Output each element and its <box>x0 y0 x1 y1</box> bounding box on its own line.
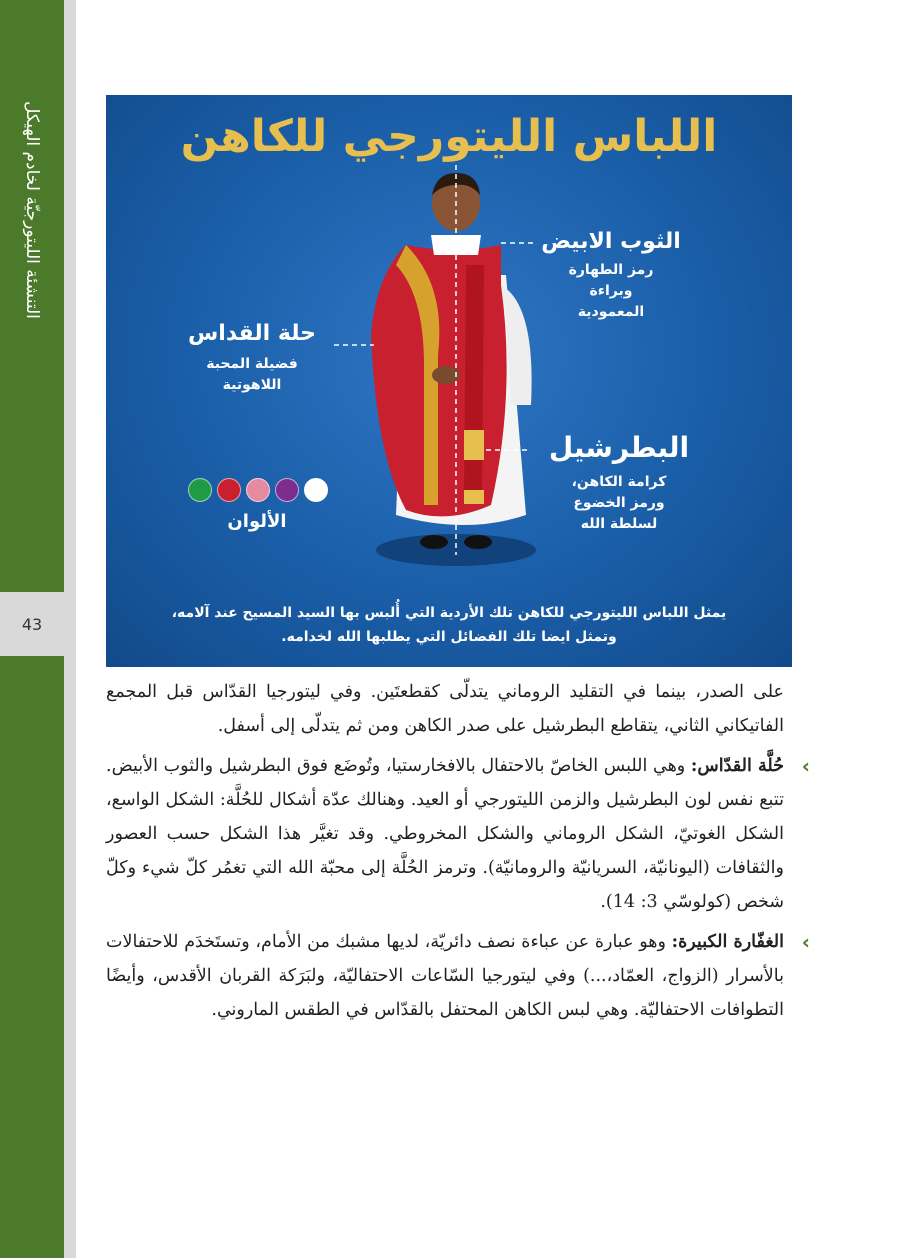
stole-label <box>534 431 704 535</box>
body-text <box>106 675 810 1033</box>
caption-line1: يمثل اللباس الليتورجي للكاهن تلك الأردية التي أُلبس بها السيد المسيح عند آلامه، <box>171 605 727 621</box>
white-robe-title: الثوب الابيض <box>541 229 681 254</box>
bullet-cope-text: وهو عبارة عن عباءة نصف دائريّة، لديها مشبك من الأمام، وتستَخدَم للاحتفالات بالأسرار (الزواج، العمّاد،...) وفي ليتورجيا السّاعات الاحتفاليّة، ولبَرَكة القربان الأقدس، وأيضًا التطوافات الاحتفاليّة. وهي لبس الكاهن المحتفل بالقدّاس في الطقس الماروني. <box>106 932 784 1020</box>
vestments-illustration <box>106 95 792 667</box>
illustration-caption <box>136 601 762 649</box>
intro-paragraph: على الصدر، بينما في التقليد الروماني يتدلّى كقطعتَين. وفي ليتورجيا القدّاس قبل المجمع الفاتيكاني الثاني، يتقاطع البطرشيل على صدر الكاهن ومن ثم يتدلّى إلى أسفل. <box>106 682 784 736</box>
stole-line2: ورمز الخضوع <box>573 495 665 511</box>
colors-label: الألوان <box>227 511 287 532</box>
sidebar-title: التنشئة الليتورجيّة لخادم الهيكل <box>22 101 42 319</box>
color-swatch-red <box>217 478 241 502</box>
color-swatch-pink <box>246 478 270 502</box>
caption-line2: وتمثل ايضا تلك الفضائل التي يطلبها الله لخدامه. <box>281 629 617 645</box>
stole-line1: كرامة الكاهن، <box>571 474 667 490</box>
chasuble-title: حلة القداس <box>187 321 317 346</box>
bullet-cope-term: الغفّارة الكبيرة: <box>671 932 784 952</box>
bullet-chasuble-term: حُلَّة القدّاس: <box>690 756 784 776</box>
bullet-chasuble-text: وهي اللبس الخاصّ بالاحتفال بالافخارستيا، وتُوضَع فوق البطرشيل والثوب الأبيض. تتبع نفس لون البطرشيل والزمن الليتورجي أو العيد. وهنالك عدّة أشكال للحُلَّة: الشكل الواسع، الشكل الغوتيّ، الشكل الروماني والشكل المخروطي. وقد تغيَّر هذا الشكل حسب العصور والثقافات (اليونانيّة، السريانيّة والرومانيّة). وترمز الحُلَّة إلى محبّة الله التي تغمُر كلّ شيء وكلّ شخص (كولوسّي 3: 14). <box>106 756 785 912</box>
color-swatch-green <box>188 478 212 502</box>
bullet-chasuble <box>106 749 810 919</box>
stole-line3: لسلطة الله <box>580 516 658 532</box>
color-swatch-purple <box>275 478 299 502</box>
white-robe-line3: المعمودية <box>577 304 645 320</box>
chasuble-label <box>172 321 332 396</box>
illustration-title: اللباس الليتورجي للكاهن <box>180 111 718 162</box>
chevron-left-icon: › <box>801 754 810 778</box>
chasuble-line2: اللاهوتية <box>222 377 282 393</box>
color-swatch-white <box>304 478 328 502</box>
page-number: 43 <box>0 592 64 656</box>
chevron-left-icon: › <box>801 930 810 954</box>
sidebar-edge <box>64 0 76 1258</box>
white-robe-line1: رمز الطهارة <box>568 262 654 278</box>
chasuble-line1: فضيلة المحبة <box>206 356 298 372</box>
white-robe-label <box>536 229 686 323</box>
bullet-cope <box>106 925 810 1027</box>
white-robe-line2: وبراءة <box>589 283 633 299</box>
stole-title: البطرشيل <box>548 431 690 464</box>
